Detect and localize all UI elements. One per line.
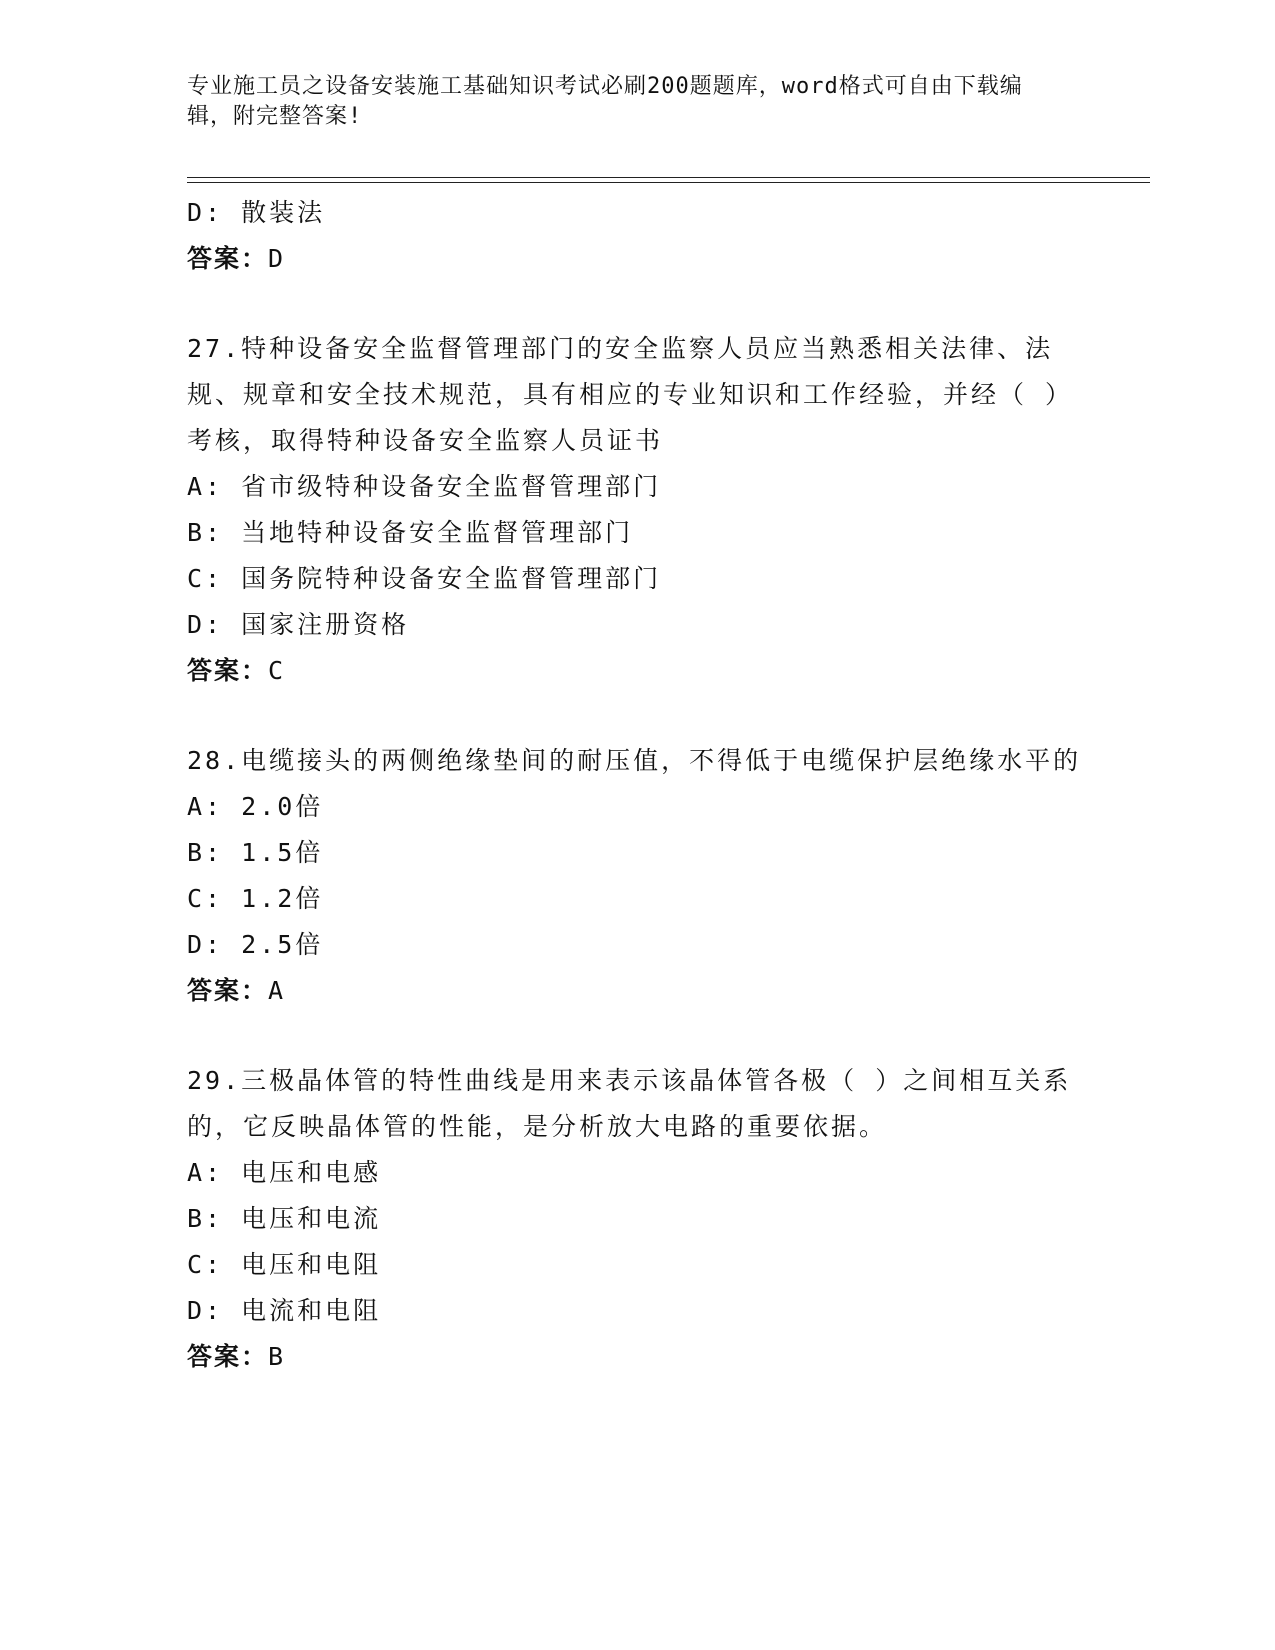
option-label: A:: [187, 472, 224, 501]
question-28: [187, 738, 1087, 1014]
option-line: [187, 464, 1087, 510]
answer-value: B: [268, 1342, 286, 1371]
answer-label: 答案：: [187, 244, 269, 273]
document-body: [187, 190, 1087, 1380]
option-line: [187, 830, 1087, 876]
option-line: [187, 556, 1087, 602]
question-stem: 29.三极晶体管的特性曲线是用来表示该晶体管各极（ ）之间相互关系的，它反映晶体管的性能，是分析放大电路的重要依据。: [187, 1066, 1072, 1141]
option-label: B:: [187, 838, 224, 867]
option-line: [187, 510, 1087, 556]
option-label: B:: [187, 518, 224, 547]
option-label: A:: [187, 792, 224, 821]
answer-line: [187, 968, 1087, 1014]
page-header: 专业施工员之设备安装施工基础知识考试必刷200题题库，word格式可自由下载编辑，附完整答案!: [187, 74, 1023, 129]
header-rule-bottom: [187, 182, 1150, 183]
option-label: D:: [187, 1296, 224, 1325]
option-label: C:: [187, 564, 224, 593]
option-line: [187, 922, 1087, 968]
option-text: 电流和电阻: [241, 1296, 382, 1325]
option-text: 当地特种设备安全监督管理部门: [241, 518, 634, 547]
option-label: C:: [187, 884, 224, 913]
question-27: [187, 326, 1087, 694]
option-text: 国务院特种设备安全监督管理部门: [241, 564, 662, 593]
option-text: 1.2倍: [241, 884, 324, 913]
option-line: [187, 1150, 1087, 1196]
option-text: 散装法: [241, 198, 326, 227]
answer-line: [187, 648, 1087, 694]
prev-question-tail: [187, 190, 1087, 282]
answer-value: C: [268, 656, 286, 685]
answer-label: 答案：: [187, 656, 269, 685]
answer-value: A: [268, 976, 286, 1005]
option-text: 省市级特种设备安全监督管理部门: [241, 472, 662, 501]
option-text: 电压和电流: [241, 1204, 382, 1233]
header-rule-top: [187, 177, 1150, 178]
answer-line: [187, 236, 1087, 282]
question-stem: 28.电缆接头的两侧绝缘垫间的耐压值，不得低于电缆保护层绝缘水平的: [187, 746, 1082, 775]
option-text: 电压和电感: [241, 1158, 382, 1187]
option-label: A:: [187, 1158, 224, 1187]
option-label: D:: [187, 198, 224, 227]
option-label: D:: [187, 610, 224, 639]
question-stem: 27.特种设备安全监督管理部门的安全监察人员应当熟悉相关法律、法规、规章和安全技术规范，具有相应的专业知识和工作经验，并经（ ）考核，取得特种设备安全监察人员证书: [187, 334, 1074, 455]
option-text: 2.0倍: [241, 792, 324, 821]
option-label: D:: [187, 930, 224, 959]
option-text: 电压和电阻: [241, 1250, 382, 1279]
option-text: 1.5倍: [241, 838, 324, 867]
option-line: [187, 1196, 1087, 1242]
option-line: [187, 876, 1087, 922]
answer-value: D: [268, 244, 286, 273]
option-line: [187, 1242, 1087, 1288]
option-text: 国家注册资格: [241, 610, 410, 639]
option-line: [187, 784, 1087, 830]
option-line: [187, 190, 1087, 236]
answer-line: [187, 1334, 1087, 1380]
question-29: [187, 1058, 1087, 1380]
answer-label: 答案：: [187, 976, 269, 1005]
answer-label: 答案：: [187, 1342, 269, 1371]
option-label: C:: [187, 1250, 224, 1279]
option-text: 2.5倍: [241, 930, 324, 959]
option-line: [187, 1288, 1087, 1334]
option-line: [187, 602, 1087, 648]
option-label: B:: [187, 1204, 224, 1233]
